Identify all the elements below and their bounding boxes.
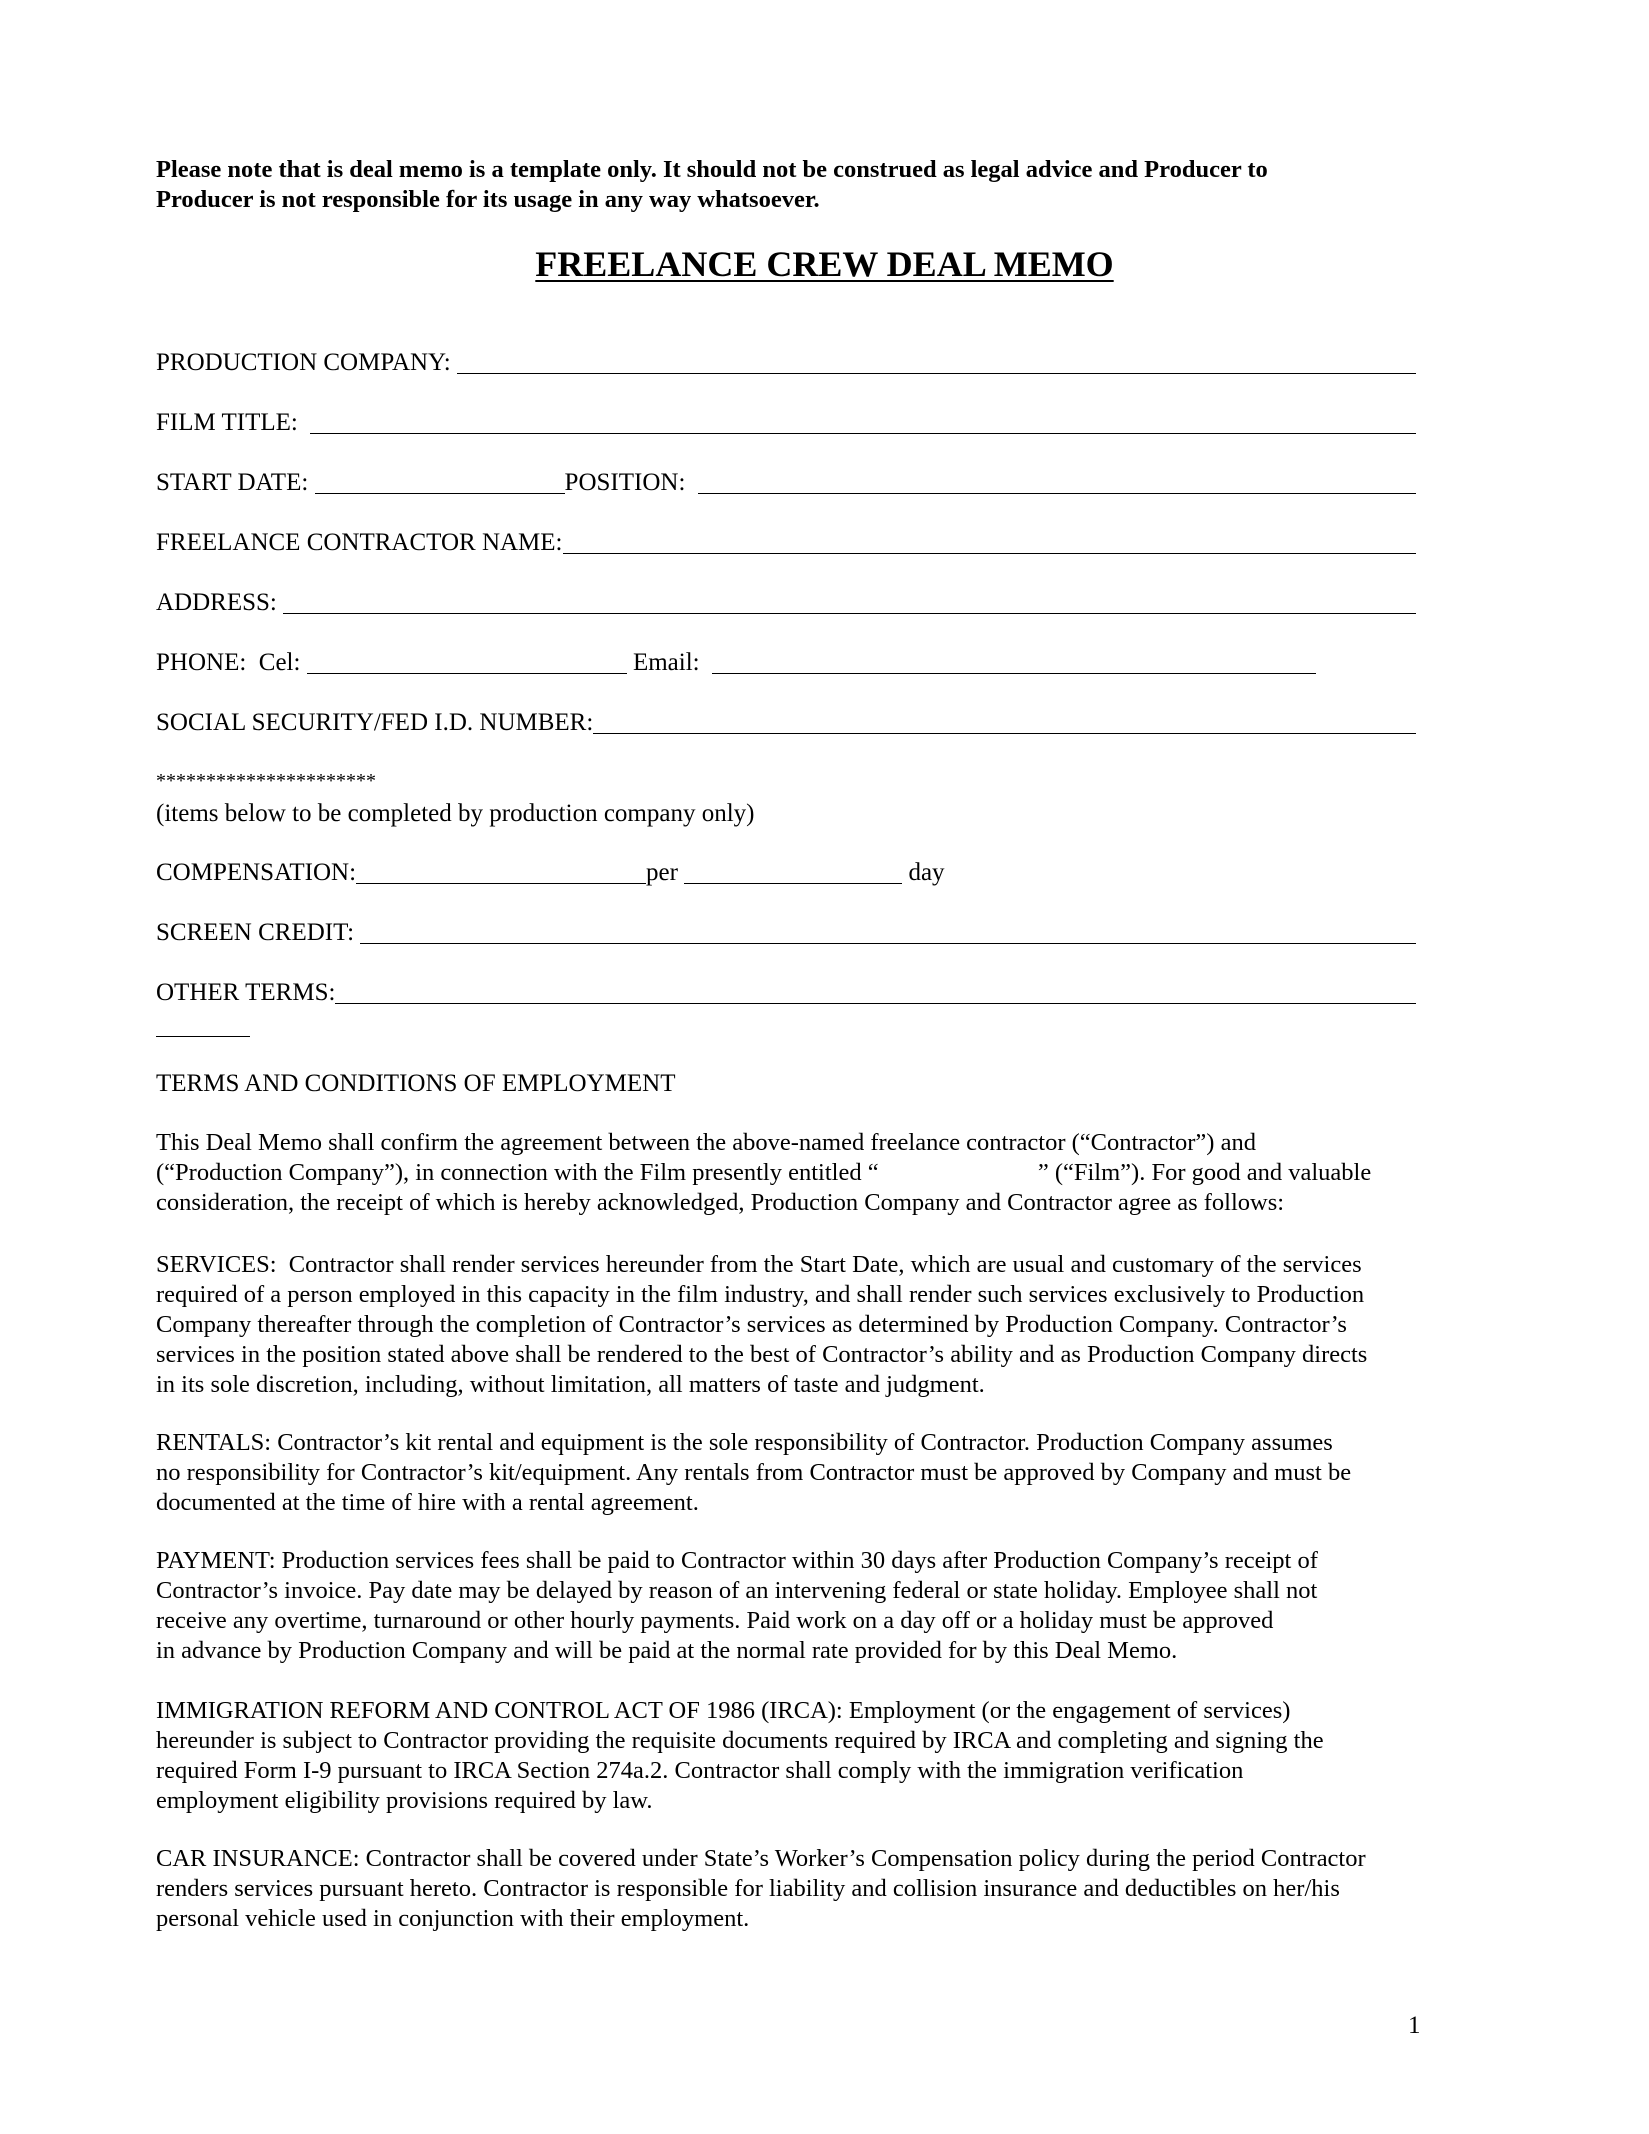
day-label: day [902,859,945,886]
film-title-field[interactable] [310,405,1416,434]
address-row [156,584,1416,618]
production-company-row [156,344,1416,378]
contractor-name-label: FREELANCE CONTRACTOR NAME: [156,529,563,556]
screen-credit-field[interactable] [360,915,1416,944]
paragraph-line: Contractor’s invoice. Pay date may be delayed by reason of an intervening federal or state holiday. Employee shall not [156,1577,1318,1604]
separator-stars: ********************** [156,770,376,792]
paragraph-line: services in the position stated above shall be rendered to the best of Contractor’s ability and as Production Company directs [156,1341,1368,1368]
disclaimer [156,155,1456,215]
paragraph-line: RENTALS: Contractor’s kit rental and equipment is the sole responsibility of Contractor. Production Company assumes [156,1429,1333,1456]
position-label: POSITION: [564,469,698,496]
address-field[interactable] [283,585,1416,614]
ssn-label: SOCIAL SECURITY/FED I.D. NUMBER: [156,709,594,736]
document-title: FREELANCE CREW DEAL MEMO [535,244,1114,284]
paragraph-line: SERVICES: Contractor shall render services hereunder from the Start Date, which are usual and customary of the services [156,1251,1362,1278]
ssn-row [156,704,1416,738]
paragraph-line: Company thereafter through the completion of Contractor’s services as determined by Production Company. Contractor’s [156,1311,1347,1338]
compensation-field[interactable] [356,855,646,884]
paragraph-line: renders services pursuant hereto. Contractor is responsible for liability and collision insurance and deductibles on her/his [156,1875,1340,1902]
other-terms-field[interactable] [335,975,1416,1004]
phone-email-row [156,644,1316,678]
paragraph-line: in its sole discretion, including, without limitation, all matters of taste and judgment. [156,1371,985,1398]
irca-paragraph [156,1696,1486,1816]
paragraph-line: CAR INSURANCE: Contractor shall be covered under State’s Worker’s Compensation policy during the period Contractor [156,1845,1366,1872]
paragraph-line: in advance by Production Company and will be paid at the normal rate provided for by this Deal Memo. [156,1637,1178,1664]
ssn-field[interactable] [593,705,1416,734]
start-date-label: START DATE: [156,469,315,496]
paragraph-line: (“Production Company”), in connection with the Film presently entitled “ ” (“Film”). For good and valuable [156,1159,1372,1186]
phone-cel-label: PHONE: Cel: [156,649,307,676]
position-field[interactable] [698,465,1416,494]
paragraph-line: receive any overtime, turnaround or other hourly payments. Paid work on a day off or a holiday must be approved [156,1607,1274,1634]
screen-credit-row [156,914,1416,948]
disclaimer-line: Producer is not responsible for its usage in any way whatsoever. [156,186,820,213]
paragraph-line: This Deal Memo shall confirm the agreement between the above-named freelance contractor (“Contractor”) and [156,1129,1256,1156]
other-terms-continuation-line[interactable] [156,1036,250,1037]
car-insurance-paragraph [156,1844,1486,1934]
paragraph-line: PAYMENT: Production services fees shall be paid to Contractor within 30 days after Production Company’s receipt of [156,1547,1318,1574]
production-company-label: PRODUCTION COMPANY: [156,349,458,376]
paragraph-line: required of a person employed in this capacity in the film industry, and shall render such services exclusively to Production [156,1281,1365,1308]
production-only-note: (items below to be completed by production company only) [156,800,755,827]
compensation-label: COMPENSATION: [156,859,357,886]
per-field[interactable] [684,855,902,884]
start-date-position-row [156,464,1416,498]
payment-paragraph [156,1546,1486,1666]
paragraph-line: consideration, the receipt of which is hereby acknowledged, Production Company and Contractor agree as follows: [156,1189,1285,1216]
paragraph-line: personal vehicle used in conjunction with their employment. [156,1905,750,1932]
other-terms-label: OTHER TERMS: [156,979,336,1006]
page-number: 1 [1408,2012,1421,2039]
paragraph-line: hereunder is subject to Contractor providing the requisite documents required by IRCA and completing and signing the [156,1727,1324,1754]
start-date-field[interactable] [315,465,565,494]
compensation-row [156,854,1056,888]
paragraph-line: documented at the time of hire with a rental agreement. [156,1489,699,1516]
terms-heading: TERMS AND CONDITIONS OF EMPLOYMENT [156,1070,676,1097]
paragraph-line: required Form I-9 pursuant to IRCA Section 274a.2. Contractor shall comply with the immigration verification [156,1757,1244,1784]
screen-credit-label: SCREEN CREDIT: [156,919,361,946]
contractor-name-row [156,524,1416,558]
paragraph-line: no responsibility for Contractor’s kit/equipment. Any rentals from Contractor must be approved by Company and must be [156,1459,1352,1486]
rentals-paragraph [156,1428,1486,1518]
intro-paragraph [156,1128,1486,1218]
email-field[interactable] [712,645,1316,674]
services-paragraph [156,1250,1486,1400]
paragraph-line: employment eligibility provisions required by law. [156,1787,653,1814]
contractor-name-field[interactable] [563,525,1416,554]
per-label: per [646,859,685,886]
email-label: Email: [626,649,713,676]
production-company-field[interactable] [457,345,1416,374]
other-terms-row [156,974,1416,1008]
film-title-label: FILM TITLE: [156,409,311,436]
disclaimer-line: Please note that is deal memo is a template only. It should not be construed as legal advice and Producer to [156,156,1268,183]
film-title-row [156,404,1416,438]
paragraph-line: IMMIGRATION REFORM AND CONTROL ACT OF 1986 (IRCA): Employment (or the engagement of services) [156,1697,1291,1724]
address-label: ADDRESS: [156,589,284,616]
phone-cel-field[interactable] [307,645,627,674]
